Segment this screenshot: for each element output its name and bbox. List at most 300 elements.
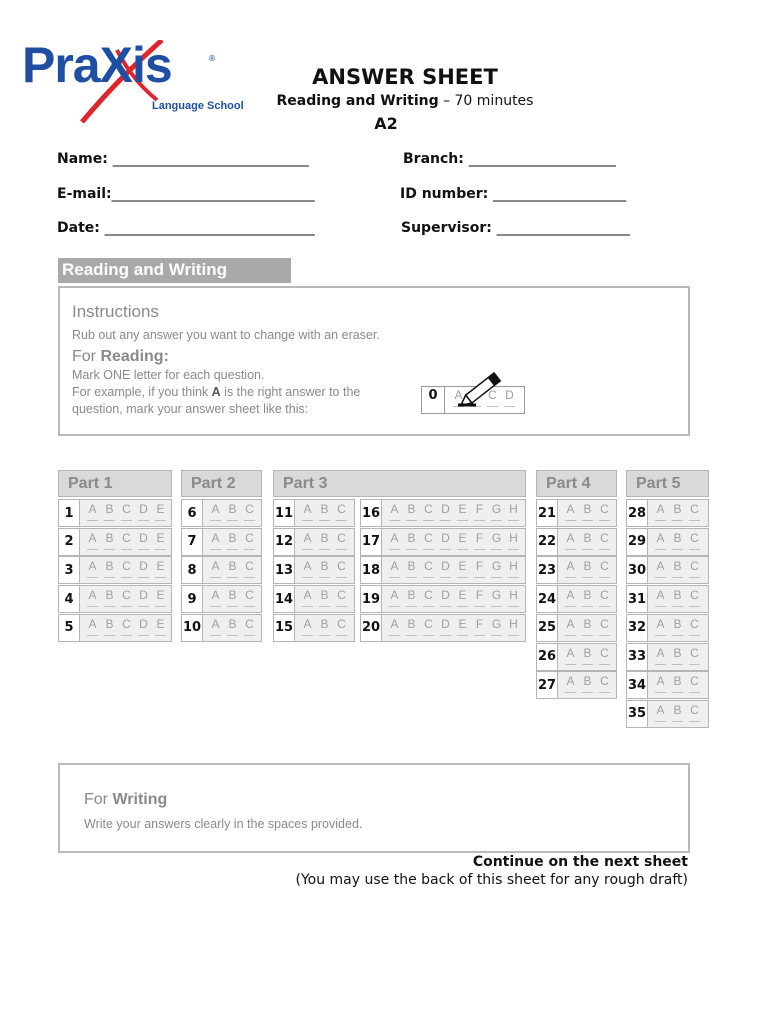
answer-option-b[interactable] <box>403 529 420 555</box>
answer-option-c[interactable] <box>241 557 258 583</box>
option-mark-line <box>389 520 400 521</box>
option-mark-line <box>138 520 149 521</box>
answer-option-d[interactable] <box>437 586 454 612</box>
answer-option-h[interactable] <box>505 529 522 555</box>
answer-option-b[interactable] <box>403 586 420 612</box>
option-letter: A <box>88 559 97 574</box>
answer-option-b[interactable] <box>669 557 686 583</box>
option-letter: A <box>303 502 312 516</box>
example-number: 0 <box>428 388 438 403</box>
answer-option-d[interactable] <box>135 615 152 641</box>
option-letter: A <box>390 616 399 631</box>
supervisor-field[interactable] <box>401 220 630 236</box>
option-mark-line <box>689 721 700 722</box>
logo-wordmark: PraXis <box>22 37 172 93</box>
question-number: 33 <box>626 643 648 671</box>
answer-option-g[interactable] <box>488 557 505 583</box>
answer-option-f[interactable] <box>471 615 488 641</box>
answer-option-e[interactable] <box>454 529 471 555</box>
question-number: 22 <box>536 528 558 556</box>
option-letter: H <box>509 559 518 574</box>
answer-option-c[interactable] <box>596 615 613 641</box>
answer-option-b[interactable] <box>224 529 241 555</box>
answer-option-a[interactable] <box>652 672 669 698</box>
option-mark-line <box>138 635 149 636</box>
question-number: 20 <box>360 614 382 642</box>
id-number-field[interactable] <box>400 186 626 202</box>
answer-option-e[interactable] <box>454 615 471 641</box>
option-letter: C <box>600 559 609 574</box>
option-letter: C <box>600 530 609 545</box>
answer-option-c[interactable] <box>420 615 437 641</box>
part-4-label: Part 4 <box>546 475 591 492</box>
option-letter: B <box>228 616 237 631</box>
question-number: 35 <box>626 700 648 728</box>
question-27-row <box>536 671 617 699</box>
answer-option-b[interactable] <box>403 500 420 526</box>
name-field[interactable] <box>57 151 309 167</box>
answer-option-a[interactable] <box>386 529 403 555</box>
option-mark-line <box>121 577 132 578</box>
answer-option-a[interactable] <box>207 500 224 526</box>
option-letter: B <box>407 616 416 631</box>
answer-option-b[interactable] <box>579 529 596 555</box>
answer-option-c[interactable] <box>118 615 135 641</box>
answer-option-f[interactable] <box>471 500 488 526</box>
option-letter: C <box>122 502 131 516</box>
answer-option-a[interactable] <box>652 644 669 670</box>
question-21-row <box>536 499 617 527</box>
option-mark-line <box>474 549 485 550</box>
answer-option-e[interactable] <box>152 615 169 641</box>
option-mark-line <box>210 635 221 636</box>
option-letter: B <box>105 502 114 516</box>
answer-option-b[interactable] <box>579 586 596 612</box>
answer-option-b[interactable] <box>669 529 686 555</box>
answer-option-c[interactable] <box>596 672 613 698</box>
email-field[interactable] <box>57 186 315 202</box>
answer-option-a[interactable] <box>84 615 101 641</box>
option-letter: B <box>105 616 114 631</box>
option-letter: D <box>441 502 450 516</box>
answer-option-b[interactable] <box>669 500 686 526</box>
answer-option-a[interactable] <box>562 529 579 555</box>
answer-option-e[interactable] <box>152 500 169 526</box>
example-divider <box>444 386 445 414</box>
answer-option-e[interactable] <box>454 557 471 583</box>
answer-option-a[interactable] <box>652 701 669 727</box>
date-label: Date: <box>57 220 105 236</box>
answer-option-a[interactable] <box>652 615 669 641</box>
answer-option-c[interactable] <box>420 529 437 555</box>
question-32-row <box>626 614 709 642</box>
option-mark-line <box>457 549 468 550</box>
answer-option-a[interactable] <box>652 586 669 612</box>
answer-option-a[interactable] <box>562 615 579 641</box>
option-mark-line <box>599 692 610 693</box>
answer-option-a[interactable] <box>299 586 316 612</box>
answer-option-c[interactable] <box>596 529 613 555</box>
option-mark-line <box>672 635 683 636</box>
option-mark-line <box>423 520 434 521</box>
for-writing-label: Writing <box>112 791 168 808</box>
option-mark-line <box>406 577 417 578</box>
option-letter: A <box>390 530 399 545</box>
answer-option-b[interactable] <box>316 529 333 555</box>
answer-option-h[interactable] <box>505 500 522 526</box>
option-mark-line <box>474 606 485 607</box>
answer-option-h[interactable] <box>505 557 522 583</box>
answer-option-a[interactable] <box>562 672 579 698</box>
answer-option-b[interactable] <box>669 586 686 612</box>
answer-option-e[interactable] <box>152 557 169 583</box>
option-mark-line <box>508 549 519 550</box>
question-2-row <box>58 528 172 556</box>
answer-option-b[interactable] <box>224 586 241 612</box>
answer-option-e[interactable] <box>454 586 471 612</box>
answer-option-c[interactable] <box>241 586 258 612</box>
question-number: 17 <box>360 528 382 556</box>
option-mark-line <box>457 520 468 521</box>
option-letter: B <box>673 702 682 717</box>
option-letter: B <box>407 530 416 545</box>
answer-option-b[interactable] <box>669 701 686 727</box>
option-mark-line <box>655 721 666 722</box>
answer-option-b[interactable] <box>669 615 686 641</box>
answer-option-a[interactable] <box>386 500 403 526</box>
answer-option-d[interactable] <box>135 500 152 526</box>
option-mark-line <box>565 692 576 693</box>
answer-option-c[interactable] <box>241 529 258 555</box>
option-letter: B <box>673 674 682 689</box>
answer-option-c[interactable] <box>118 586 135 612</box>
question-number: 4 <box>58 585 80 613</box>
date-field[interactable] <box>57 220 315 236</box>
option-letter: B <box>105 559 114 574</box>
option-letter: B <box>407 588 416 603</box>
option-mark-line <box>244 549 255 550</box>
question-17-row <box>360 528 526 556</box>
option-letter: C <box>245 530 254 545</box>
answer-option-b[interactable] <box>403 615 420 641</box>
option-mark-line <box>672 577 683 578</box>
answer-option-c[interactable] <box>241 615 258 641</box>
answer-option-b[interactable] <box>403 557 420 583</box>
answer-option-c[interactable] <box>686 615 703 641</box>
answer-option-a[interactable] <box>652 500 669 526</box>
option-mark-line <box>565 606 576 607</box>
question-30-row <box>626 556 709 584</box>
option-letter: C <box>690 502 699 516</box>
option-letter: F <box>475 559 484 574</box>
answer-option-b[interactable] <box>101 529 118 555</box>
question-number: 15 <box>273 614 295 642</box>
answer-option-a[interactable] <box>562 644 579 670</box>
answer-option-d[interactable] <box>437 500 454 526</box>
answer-option-c[interactable] <box>118 500 135 526</box>
option-letter: D <box>139 588 148 603</box>
answer-option-b[interactable] <box>101 557 118 583</box>
question-number: 34 <box>626 671 648 699</box>
answer-option-c[interactable] <box>420 500 437 526</box>
answer-option-h[interactable] <box>505 586 522 612</box>
option-mark-line <box>227 606 238 607</box>
option-letter: C <box>245 559 254 574</box>
answer-option-c[interactable] <box>333 615 350 641</box>
answer-option-c[interactable] <box>596 500 613 526</box>
question-number: 14 <box>273 585 295 613</box>
answer-option-b[interactable] <box>669 672 686 698</box>
question-5-row <box>58 614 172 642</box>
example-text-a: For example, if you think <box>72 385 212 399</box>
option-mark-line <box>457 606 468 607</box>
answer-option-b[interactable] <box>579 557 596 583</box>
question-3-row <box>58 556 172 584</box>
option-letter: C <box>122 616 131 631</box>
answer-option-h[interactable] <box>505 615 522 641</box>
part-1-label: Part 1 <box>68 475 113 492</box>
option-mark-line <box>210 577 221 578</box>
logo-subtitle: Language School <box>152 100 244 112</box>
option-letter: C <box>600 616 609 631</box>
answer-option-g[interactable] <box>488 529 505 555</box>
supervisor-line: ___________________ <box>496 220 630 236</box>
option-letter: C <box>690 588 699 603</box>
answer-option-e[interactable] <box>454 500 471 526</box>
option-mark-line <box>244 606 255 607</box>
answer-option-a[interactable] <box>386 557 403 583</box>
question-20-row <box>360 614 526 642</box>
option-letter: D <box>441 559 450 574</box>
option-letter: G <box>491 502 502 516</box>
answer-option-a[interactable] <box>299 529 316 555</box>
option-mark-line <box>155 577 166 578</box>
answer-option-c[interactable] <box>333 586 350 612</box>
option-mark-line <box>582 692 593 693</box>
date-line: ______________________________ <box>104 220 315 236</box>
option-letter: A <box>303 559 312 574</box>
answer-option-c[interactable] <box>596 557 613 583</box>
exam-level: A2 <box>374 114 398 133</box>
answer-option-f[interactable] <box>471 529 488 555</box>
answer-option-d[interactable] <box>135 529 152 555</box>
option-mark-line <box>582 520 593 521</box>
option-letter: A <box>88 588 97 603</box>
answer-option-a[interactable] <box>84 500 101 526</box>
option-letter: A <box>656 530 665 545</box>
option-mark-line <box>457 635 468 636</box>
option-mark-line <box>655 549 666 550</box>
answer-option-c[interactable] <box>333 557 350 583</box>
answer-option-c[interactable] <box>596 586 613 612</box>
question-number: 26 <box>536 643 558 671</box>
option-letter: B <box>228 502 237 516</box>
branch-field[interactable] <box>403 151 616 167</box>
option-letter: A <box>88 502 97 516</box>
answer-option-b[interactable] <box>579 644 596 670</box>
option-mark-line <box>599 549 610 550</box>
answer-option-c[interactable] <box>686 644 703 670</box>
answer-option-f[interactable] <box>471 586 488 612</box>
option-mark-line <box>336 549 347 550</box>
answer-option-b[interactable] <box>669 644 686 670</box>
answer-option-a[interactable] <box>207 557 224 583</box>
question-26-row <box>536 643 617 671</box>
option-mark-line <box>582 577 593 578</box>
answer-option-a[interactable] <box>562 557 579 583</box>
option-letter: H <box>509 530 518 545</box>
option-letter: A <box>656 588 665 603</box>
answer-option-c[interactable] <box>686 586 703 612</box>
id-number-line: ___________________ <box>493 186 627 202</box>
question-number: 11 <box>273 499 295 527</box>
option-mark-line <box>689 664 700 665</box>
answer-option-a[interactable] <box>207 586 224 612</box>
option-mark-line <box>655 606 666 607</box>
option-letter: B <box>673 588 682 603</box>
answer-option-b[interactable] <box>316 500 333 526</box>
answer-option-b[interactable] <box>579 615 596 641</box>
option-mark-line <box>565 664 576 665</box>
option-mark-line <box>599 520 610 521</box>
answer-option-g[interactable] <box>488 500 505 526</box>
option-mark-line <box>406 606 417 607</box>
part-5-label: Part 5 <box>636 475 681 492</box>
example-text-b: A <box>211 385 221 399</box>
answer-option-c[interactable] <box>686 529 703 555</box>
answer-option-b[interactable] <box>579 500 596 526</box>
answer-option-c[interactable] <box>686 672 703 698</box>
answer-option-a[interactable] <box>84 557 101 583</box>
answer-option-c[interactable] <box>333 529 350 555</box>
answer-option-b[interactable] <box>101 500 118 526</box>
option-mark-line <box>210 606 221 607</box>
id-number-label: ID number: <box>400 186 494 202</box>
option-mark-line <box>508 520 519 521</box>
answer-option-c[interactable] <box>118 529 135 555</box>
answer-option-c[interactable] <box>686 557 703 583</box>
option-mark-line <box>87 520 98 521</box>
answer-option-b[interactable] <box>316 557 333 583</box>
option-letter: C <box>245 616 254 631</box>
option-letter: B <box>583 559 592 574</box>
answer-option-c[interactable] <box>333 500 350 526</box>
answer-option-c[interactable] <box>686 500 703 526</box>
continue-note: Continue on the next sheet <box>472 854 688 870</box>
answer-option-b[interactable] <box>224 615 241 641</box>
answer-option-a[interactable] <box>299 557 316 583</box>
instructions-heading: Instructions <box>72 302 159 321</box>
email-line: _____________________________ <box>111 186 315 202</box>
question-number: 19 <box>360 585 382 613</box>
section-header <box>58 258 291 283</box>
option-mark-line <box>508 577 519 578</box>
answer-option-c[interactable] <box>118 557 135 583</box>
answer-option-a[interactable] <box>562 500 579 526</box>
option-letter: C <box>122 530 131 545</box>
question-number: 27 <box>536 671 558 699</box>
answer-option-a[interactable] <box>386 615 403 641</box>
answer-option-a[interactable] <box>562 586 579 612</box>
option-letter: B <box>583 645 592 660</box>
option-mark-line <box>582 664 593 665</box>
answer-option-b[interactable] <box>224 557 241 583</box>
question-28-row <box>626 499 709 527</box>
answer-option-c[interactable] <box>596 644 613 670</box>
answer-option-c[interactable] <box>686 701 703 727</box>
answer-option-b[interactable] <box>316 615 333 641</box>
answer-option-b[interactable] <box>224 500 241 526</box>
option-letter: C <box>690 616 699 631</box>
answer-option-e[interactable] <box>152 586 169 612</box>
option-letter: A <box>566 502 575 516</box>
answer-option-a[interactable] <box>207 615 224 641</box>
subtitle-duration: – 70 minutes <box>438 93 534 109</box>
answer-option-b[interactable] <box>316 586 333 612</box>
answer-option-a[interactable] <box>207 529 224 555</box>
option-letter: D <box>139 530 148 545</box>
answer-option-f[interactable] <box>471 557 488 583</box>
answer-option-a[interactable] <box>299 615 316 641</box>
option-letter: B <box>583 674 592 689</box>
option-letter: G <box>491 530 502 545</box>
option-mark-line <box>104 520 115 521</box>
answer-option-d[interactable] <box>437 529 454 555</box>
option-letter: A <box>211 559 220 574</box>
answer-option-c[interactable] <box>420 557 437 583</box>
answer-option-g[interactable] <box>488 586 505 612</box>
question-number: 25 <box>536 614 558 642</box>
question-number: 21 <box>536 499 558 527</box>
answer-option-d[interactable] <box>135 557 152 583</box>
answer-option-a[interactable] <box>652 557 669 583</box>
answer-option-a[interactable] <box>84 586 101 612</box>
option-letter: C <box>424 616 433 631</box>
answer-option-a[interactable] <box>299 500 316 526</box>
answer-option-b[interactable] <box>101 615 118 641</box>
option-mark-line <box>104 549 115 550</box>
option-letter: E <box>156 559 165 574</box>
option-letter: D <box>441 616 450 631</box>
answer-option-c[interactable] <box>420 586 437 612</box>
answer-option-a[interactable] <box>84 529 101 555</box>
branch-label: Branch: <box>403 151 469 167</box>
option-mark-line <box>389 606 400 607</box>
option-letter: D <box>139 616 148 631</box>
answer-option-d[interactable] <box>135 586 152 612</box>
option-mark-line <box>87 577 98 578</box>
option-letter: D <box>139 502 148 516</box>
writing-box <box>58 763 690 853</box>
writing-instruction: Write your answers clearly in the spaces provided. <box>84 817 363 831</box>
answer-option-a[interactable] <box>652 529 669 555</box>
option-letter: C <box>424 559 433 574</box>
question-14-row <box>273 585 355 613</box>
answer-option-d[interactable] <box>437 615 454 641</box>
option-mark-line <box>104 606 115 607</box>
answer-option-g[interactable] <box>488 615 505 641</box>
answer-option-c[interactable] <box>241 500 258 526</box>
option-letter: E <box>156 502 165 516</box>
instructions-line-example <box>72 385 360 399</box>
answer-option-d[interactable] <box>437 557 454 583</box>
answer-option-b[interactable] <box>579 672 596 698</box>
answer-option-a[interactable] <box>386 586 403 612</box>
option-letter: D <box>139 559 148 574</box>
option-letter: A <box>303 588 312 603</box>
answer-option-b[interactable] <box>101 586 118 612</box>
answer-option-e[interactable] <box>152 529 169 555</box>
